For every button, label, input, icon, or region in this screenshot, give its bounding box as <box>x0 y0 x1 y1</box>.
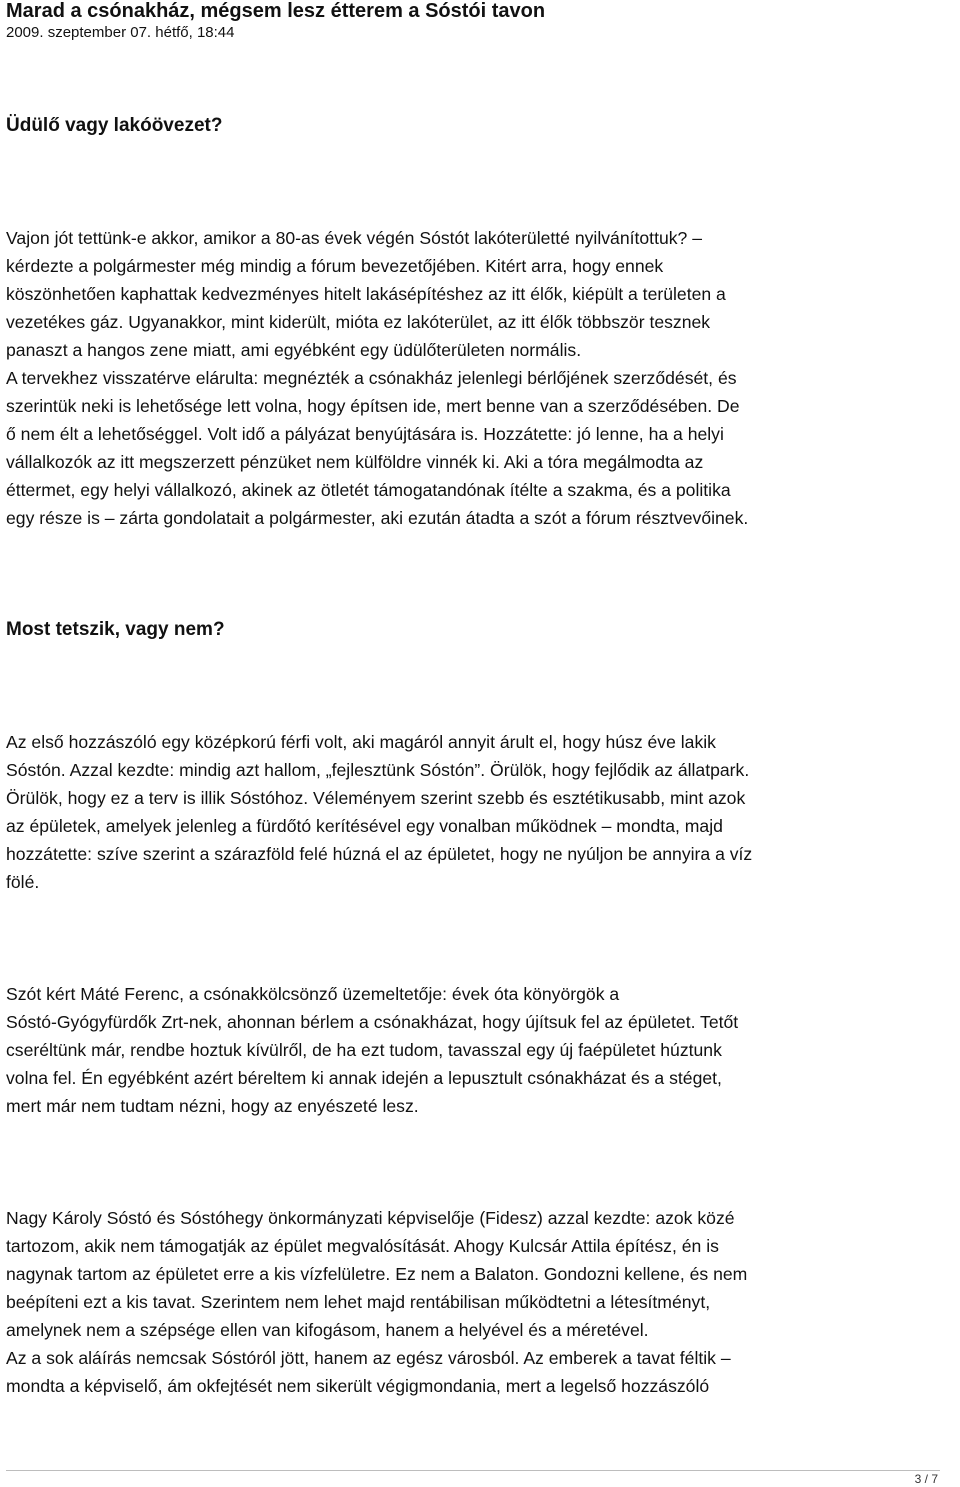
text-line: köszönhetően kaphattak kedvezményes hitelt lakásépítéshez az itt élők, kiépült a területen a <box>6 284 726 304</box>
text-line: Az a sok aláírás nemcsak Sóstóról jött, hanem az egész városból. Az emberek a tavat féltik – <box>6 1348 731 1368</box>
text-line: panaszt a hangos zene miatt, ami egyébként egy üdülőterületen normális. <box>6 340 582 360</box>
paragraph-first-commenter <box>6 728 954 896</box>
text-line: mert már nem tudtam nézni, hogy az enyészeté lesz. <box>6 1096 419 1116</box>
article-title: Marad a csónakház, mégsem lesz étterem a Sóstói tavon <box>6 0 546 22</box>
text-line: Nagy Károly Sóstó és Sóstóhegy önkormányzati képviselője (Fidesz) azzal kezdte: azok közé <box>6 1208 735 1228</box>
footer-divider <box>6 1470 940 1471</box>
text-line: egy része is – zárta gondolatait a polgármester, aki ezután átadta a szót a fórum résztvevőinek. <box>6 508 749 528</box>
paragraph-mate-ferenc <box>6 980 954 1120</box>
text-line: ő nem élt a lehetőséggel. Volt idő a pályázat benyújtására is. Hozzátette: jó lenne, ha a helyi <box>6 424 724 444</box>
text-line: beépíteni ezt a kis tavat. Szerintem nem lehet majd rentábilisan működtetni a létesítményt, <box>6 1292 711 1312</box>
text-line: Vajon jót tettünk-e akkor, amikor a 80-as évek végén Sóstót lakóterületté nyilvánítottuk? – <box>6 228 702 248</box>
text-line: amelynek nem a szépsége ellen van kifogásom, hanem a helyével és a méretével. <box>6 1320 649 1340</box>
article-body <box>6 112 954 1400</box>
text-line: szerintük neki is lehetősége lett volna, hogy építsen ide, mert benne van a szerződésében. De <box>6 396 740 416</box>
text-line: volna fel. Én egyébként azért béreltem ki annak idején a lepusztult csónakházat és a stéget, <box>6 1068 722 1088</box>
text-line: éttermet, egy helyi vállalkozó, akinek az ötletét támogatandónak ítélte a szakma, és a politika <box>6 480 731 500</box>
article-date: 2009. szeptember 07. hétfő, 18:44 <box>6 24 235 41</box>
text-line: nagynak tartom az épületet erre a kis vízfelületre. Ez nem a Balaton. Gondozni kellene, és nem <box>6 1264 748 1284</box>
text-line: Sóstón. Azzal kezdte: mindig azt hallom, „fejlesztünk Sóstón”. Örülök, hogy fejlődik az állatpark. <box>6 760 750 780</box>
text-line: az épületek, amelyek jelenleg a fürdőtó kerítésével egy vonalban működnek – mondta, majd <box>6 816 723 836</box>
text-line: Sóstó-Gyógyfürdők Zrt-nek, ahonnan bérlem a csónakházat, hogy újítsuk fel az épületet. Tetőt <box>6 1012 739 1032</box>
text-line: A tervekhez visszatérve elárulta: megnézték a csónakház jelenlegi bérlőjének szerződését, és <box>6 368 737 388</box>
document-header <box>6 0 954 43</box>
text-line: Szót kért Máté Ferenc, a csónakkölcsönző üzemeltetője: évek óta könyörgök a <box>6 984 620 1004</box>
text-line: kérdezte a polgármester még mindig a fórum bevezetőjében. Kitért arra, hogy ennek <box>6 256 664 276</box>
text-line: tartozom, akik nem támogatják az épület megvalósítását. Ahogy Kulcsár Attila építész, én is <box>6 1236 719 1256</box>
text-line: hozzátette: szíve szerint a szárazföld felé húzná el az épületet, hogy ne nyúljon be annyira a víz <box>6 844 753 864</box>
page-number: 3 / 7 <box>914 1472 938 1486</box>
text-line: cseréltünk már, rendbe hoztuk kívülről, de ha ezt tudom, tavasszal egy új faépületet húztunk <box>6 1040 722 1060</box>
section-heading-udulo: Üdülő vagy lakóövezet? <box>6 115 223 136</box>
text-line: Az első hozzászóló egy középkorú férfi volt, aki magáról annyit árult el, hogy húsz éve lakik <box>6 732 716 752</box>
text-line: vezetékes gáz. Ugyanakkor, mint kiderült, mióta ez lakóterület, az itt élők többször tesznek <box>6 312 711 332</box>
text-line: fölé. <box>6 872 40 892</box>
text-line: Örülök, hogy ez a terv is illik Sóstóhoz. Véleményem szerint szebb és esztétikusabb, mint azok <box>6 788 746 808</box>
paragraph-intro <box>6 224 954 532</box>
text-line: vállalkozók az itt megszerzett pénzüket nem külföldre vinnék ki. Aki a tóra megálmodta az <box>6 452 704 472</box>
text-line: mondta a képviselő, ám okfejtését nem sikerült végigmondania, mert a legelső hozzászóló <box>6 1376 710 1396</box>
paragraph-nagy-karoly <box>6 1204 954 1400</box>
section-heading-most-tetszik: Most tetszik, vagy nem? <box>6 619 225 640</box>
